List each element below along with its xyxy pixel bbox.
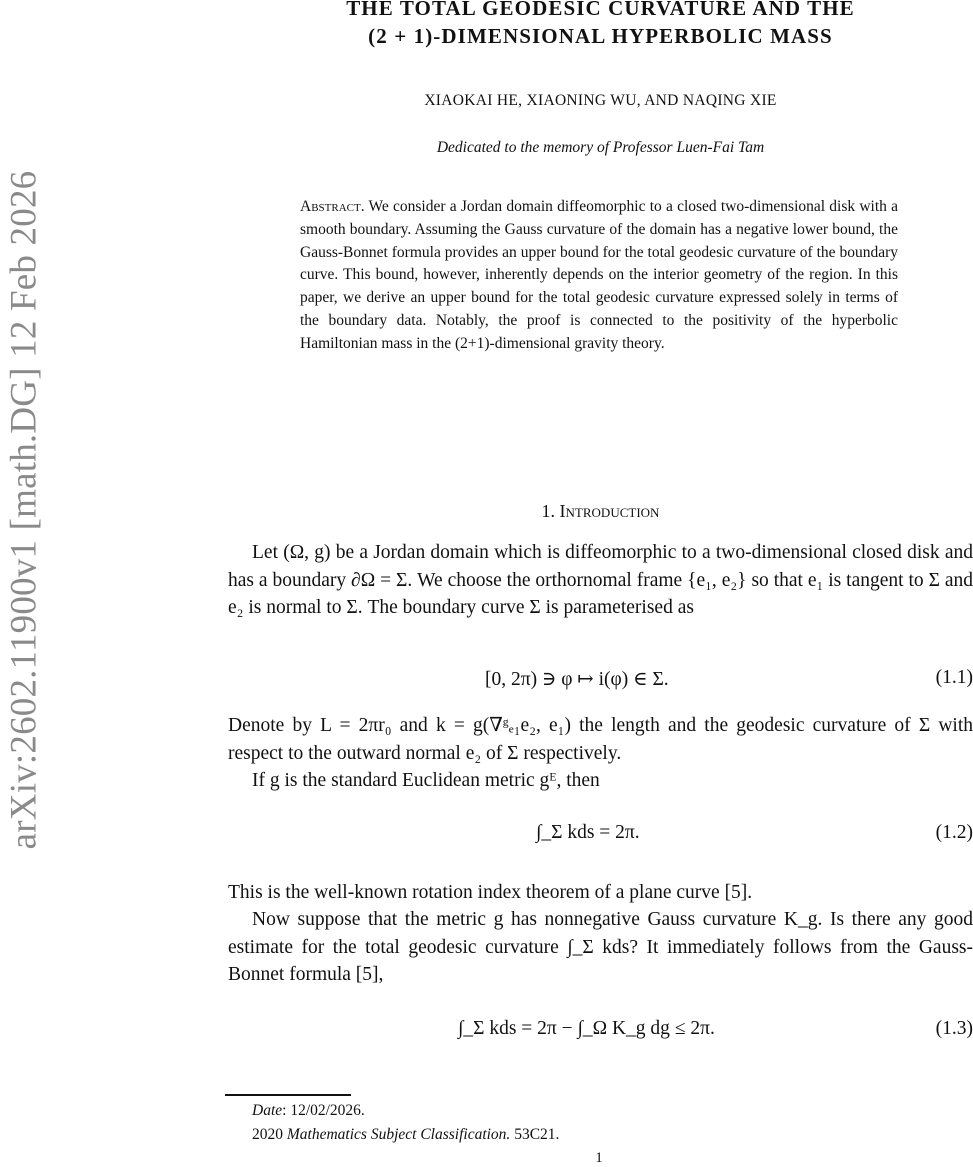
section-number: 1. [541,501,556,521]
equation-number: (1.2) [935,822,973,843]
equation-number: (1.3) [935,1018,973,1039]
date-label: Date [252,1102,283,1119]
paragraph-intro: Let (Ω, g) be a Jordan domain which is diffeomorphic to a two-dimensional closed disk and has a boundary ∂Ω = Σ. We choose the orthornomal frame {e₁, e₂} so that e₁ is tangent to Σ and e₂ is normal to Σ. The boundary curve Σ is parameterised as [228,542,973,618]
paragraph-notation: Denote by L = 2πr₀ and k = g(∇ᵍₑ₁e₂, e₁) the length and the geodesic curvature of Σ with respect to the outward normal e₂ of Σ respectively. [228,715,973,764]
paragraph-rotation-index: This is the well-known rotation index theorem of a plane curve [5]. [228,882,753,903]
arxiv-identifier: arXiv:2602.11900v1 [math.DG] 12 Feb 2026 [3,170,45,850]
title-line-2: (2 + 1)-DIMENSIONAL HYPERBOLIC MASS [368,24,833,48]
footnote-date [252,1102,365,1120]
footnote-msc [252,1126,559,1144]
equation-body: ∫_Σ kds = 2π − ∫_Ω K_g dg ≤ 2π. [458,1018,715,1039]
section-title: Introduction [559,501,660,521]
abstract [300,196,898,356]
msc-year: 2020 [252,1126,287,1143]
paper-title [228,0,973,50]
abstract-label: Abstract [300,198,361,215]
paragraph-gauss-curvature: Now suppose that the metric g has nonnegative Gauss curvature K_g. Is there any good estimate for the total geodesic curvature ∫_Σ kds? It immediately follows from the Gauss-Bonnet formula [5], [228,909,973,985]
abstract-text: . We consider a Jordan domain diffeomorphic to a closed two-dimensional disk with a smooth boundary. Assuming the Gauss curvature of the domain has a negative lower bound, the Gauss-Bonnet formula provides an upper bound for the total geodesic curvature of the boundary curve. This bound, however, inherently depends on the interior geometry of the region. In this paper, we derive an upper bound for the total geodesic curvature expressed solely in terms of the boundary data. Notably, the proof is connected to the positivity of the hyperbolic Hamiltonian mass in the (2+1)-dimensional gravity theory. [300,198,898,352]
title-line-1: THE TOTAL GEODESIC CURVATURE AND THE [346,0,855,20]
msc-value: 53C21. [510,1126,560,1143]
msc-label: Mathematics Subject Classification. [286,1126,511,1143]
page-number: 1 [595,1150,603,1166]
date-value: : 12/02/2026. [282,1102,365,1119]
equation-body: [0, 2π) ∋ φ ↦ i(φ) ∈ Σ. [485,669,669,690]
paragraph-euclidean: If g is the standard Euclidean metric gᴱ, then [252,770,600,791]
dedication: Dedicated to the memory of Professor Luen-Fai Tam [436,139,765,156]
footnote-rule [225,1094,351,1096]
section-heading [228,501,973,522]
equation-body: ∫_Σ kds = 2π. [536,822,640,843]
authors: XIAOKAI HE, XIAONING WU, AND NAQING XIE [424,92,777,109]
arxiv-stamp [0,0,50,1166]
equation-number: (1.1) [935,667,973,688]
